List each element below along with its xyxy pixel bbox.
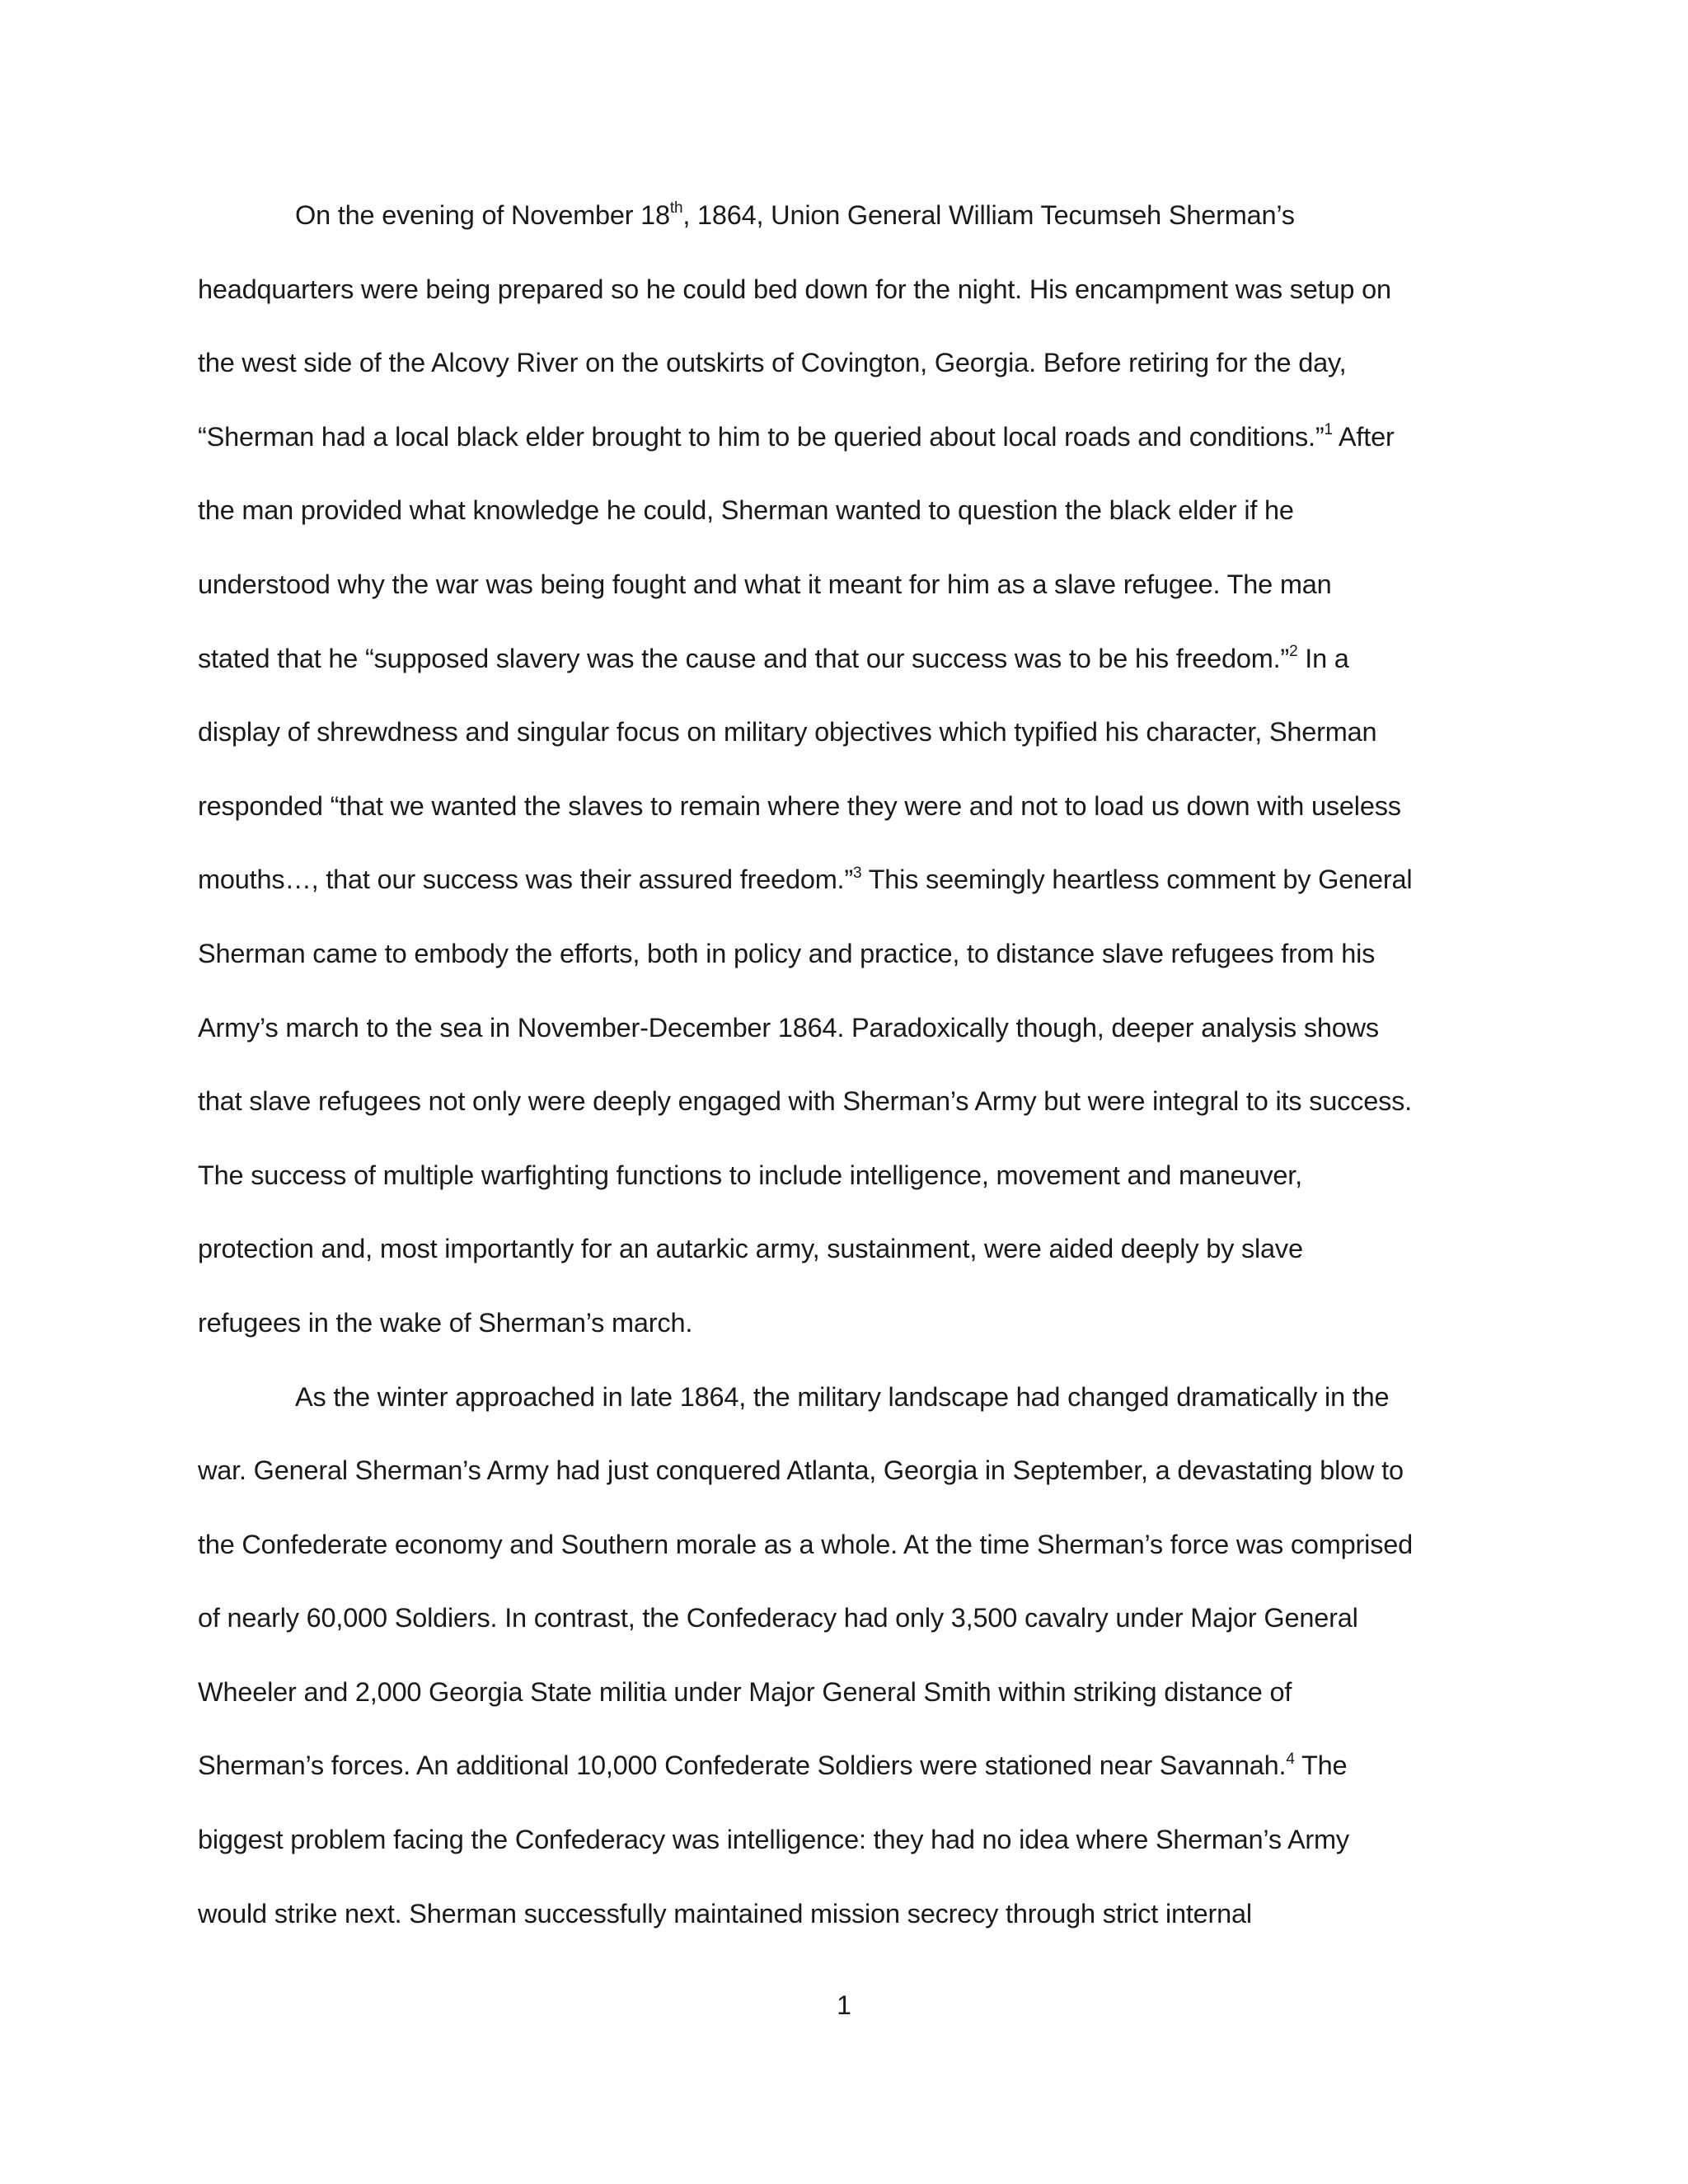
text-segment: The success of multiple warfighting functions to include intelligence, movement and maneuver, bbox=[198, 1160, 1302, 1190]
text-segment: stated that he “supposed slavery was the cause and that our success was to be his freedom.” bbox=[198, 643, 1290, 673]
page-number: 1 bbox=[837, 1990, 851, 2020]
text-line bbox=[198, 1302, 1492, 1376]
text-segment: war. General Sherman’s Army had just conquered Atlanta, Georgia in September, a devastating blow to bbox=[198, 1455, 1404, 1486]
text-line bbox=[198, 1893, 1492, 1967]
text-line bbox=[198, 342, 1492, 416]
text-line bbox=[198, 1450, 1492, 1524]
text-segment: Wheeler and 2,000 Georgia State militia under Major General Smith within striking distance of bbox=[198, 1676, 1292, 1707]
text-line bbox=[198, 1376, 1492, 1451]
text-segment: the man provided what knowledge he could, Sherman wanted to question the black elder if he bbox=[198, 495, 1294, 526]
text-segment: refugees in the wake of Sherman’s march. bbox=[198, 1307, 693, 1338]
text-segment: biggest problem facing the Confederacy was intelligence: they had no idea where Sherman’s Army bbox=[198, 1825, 1349, 1855]
text-line bbox=[198, 1819, 1492, 1893]
text-line bbox=[198, 1745, 1492, 1819]
text-line bbox=[198, 711, 1492, 785]
text-line bbox=[198, 269, 1492, 343]
text-segment: On the evening of November 18 bbox=[295, 200, 670, 230]
text-line bbox=[198, 1080, 1492, 1155]
text-line bbox=[198, 416, 1492, 490]
text-segment: “Sherman had a local black elder brought to him to be queried about local roads and conditions.” bbox=[198, 421, 1325, 452]
text-line bbox=[198, 1155, 1492, 1229]
text-line bbox=[198, 1007, 1492, 1081]
text-segment: the west side of the Alcovy River on the outskirts of Covington, Georgia. Before retiring for the day, bbox=[198, 348, 1347, 378]
text-segment: of nearly 60,000 Soldiers. In contrast, the Confederacy had only 3,500 cavalry under Major General bbox=[198, 1603, 1358, 1633]
text-segment: , 1864, Union General William Tecumseh Sherman’s bbox=[682, 200, 1295, 230]
paragraph bbox=[198, 1376, 1492, 1967]
text-segment: mouths…, that our success was their assured freedom.” bbox=[198, 865, 854, 895]
body-text bbox=[198, 194, 1492, 1966]
text-segment: display of shrewdness and singular focus on military objectives which typified his character, Sherman bbox=[198, 717, 1377, 748]
text-segment: understood why the war was being fought and what it meant for him as a slave refugee. The man bbox=[198, 569, 1332, 599]
paragraph bbox=[198, 194, 1492, 1376]
text-line bbox=[198, 1671, 1492, 1746]
text-segment: Sherman came to embody the efforts, both in policy and practice, to distance slave refugees from his bbox=[198, 938, 1376, 968]
text-line bbox=[198, 1524, 1492, 1598]
footnote-marker: 2 bbox=[1289, 642, 1298, 660]
text-segment: Army’s march to the sea in November-December 1864. Paradoxically though, deeper analysis shows bbox=[198, 1012, 1379, 1043]
text-line bbox=[198, 1228, 1492, 1302]
text-segment: would strike next. Sherman successfully maintained mission secrecy through strict internal bbox=[198, 1898, 1252, 1929]
text-line bbox=[198, 490, 1492, 564]
footnote-marker: 4 bbox=[1286, 1750, 1295, 1768]
text-segment: headquarters were being prepared so he could bed down for the night. His encampment was setup on bbox=[198, 274, 1391, 304]
text-segment: After bbox=[1332, 421, 1395, 452]
footnote-marker: 3 bbox=[853, 864, 862, 882]
text-line bbox=[198, 1597, 1492, 1671]
text-segment: responded “that we wanted the slaves to remain where they were and not to load us down with useless bbox=[198, 790, 1401, 821]
text-segment: the Confederate economy and Southern morale as a whole. At the time Sherman’s force was comprised bbox=[198, 1529, 1413, 1559]
text-line bbox=[198, 194, 1492, 269]
text-line bbox=[198, 859, 1492, 933]
text-segment: This seemingly heartless comment by General bbox=[861, 865, 1413, 895]
footnote-marker: th bbox=[669, 199, 683, 218]
text-segment: that slave refugees not only were deeply engaged with Sherman’s Army but were integral to its success. bbox=[198, 1086, 1412, 1117]
text-segment: Sherman’s forces. An additional 10,000 Confederate Soldiers were stationed near Savannah. bbox=[198, 1750, 1287, 1781]
text-line bbox=[198, 785, 1492, 860]
text-segment: In a bbox=[1297, 643, 1349, 673]
footnote-marker: 1 bbox=[1324, 420, 1333, 438]
text-line bbox=[198, 564, 1492, 638]
text-line bbox=[198, 933, 1492, 1007]
text-segment: The bbox=[1294, 1750, 1348, 1781]
text-line bbox=[198, 638, 1492, 712]
text-segment: As the winter approached in late 1864, the military landscape had changed dramatically in the bbox=[295, 1381, 1390, 1412]
text-segment: protection and, most importantly for an autarkic army, sustainment, were aided deeply by slave bbox=[198, 1234, 1303, 1264]
